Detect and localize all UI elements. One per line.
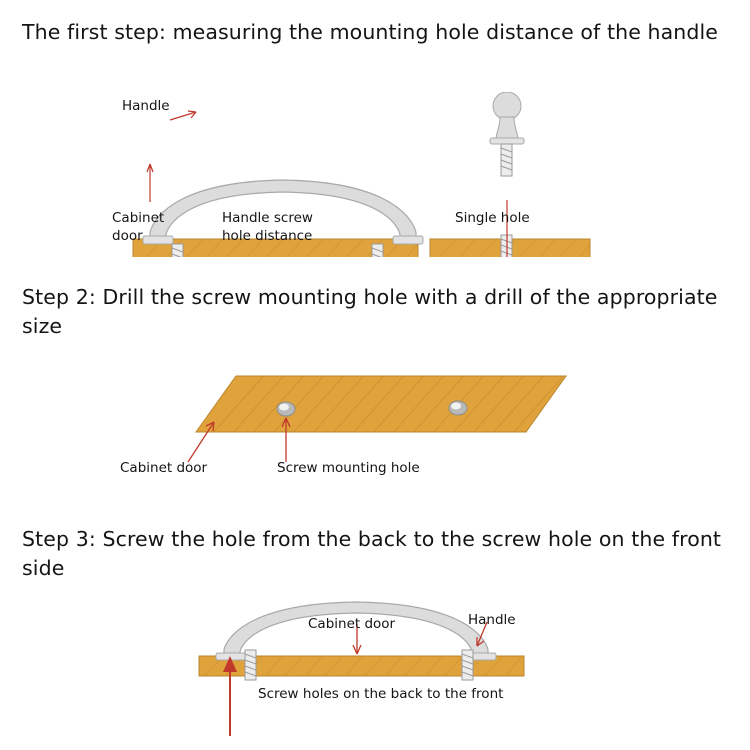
cabinet-door-leader-line xyxy=(147,164,153,202)
screw-mounting-hole-2 xyxy=(449,401,467,415)
handle-leader-line xyxy=(170,111,196,120)
step-1-figure xyxy=(0,92,750,257)
step-3-figure xyxy=(0,598,750,738)
step-1-heading: The first step: measuring the mounting hole distance of the handle xyxy=(22,20,719,44)
step-3-heading: Step 3: Screw the hole from the back to the screw hole on the front side xyxy=(22,527,722,580)
label-cabinet-door-step3: Cabinet door xyxy=(308,616,396,632)
step-2-figure xyxy=(0,360,750,490)
label-cabinet-door-step2: Cabinet door xyxy=(120,460,208,476)
handle-foot-left xyxy=(143,236,173,244)
label-screw-holes-back-to-front: Screw holes on the back to the front xyxy=(258,686,504,702)
screw-hole-leader-step2 xyxy=(282,418,290,462)
screw-right xyxy=(372,244,383,257)
label-hole-distance-line1: Handle screw xyxy=(222,210,313,226)
insert-direction-arrow xyxy=(223,656,237,736)
label-cabinet-door-step1-line2: door xyxy=(112,228,143,244)
screw-mounting-hole-1 xyxy=(277,402,295,416)
label-handle-step1: Handle xyxy=(122,98,170,114)
handle-foot-right xyxy=(393,236,423,244)
label-single-hole: Single hole xyxy=(455,210,530,226)
label-handle-step3: Handle xyxy=(468,612,516,628)
screw-left xyxy=(172,244,183,257)
label-cabinet-door-step1-line1: Cabinet xyxy=(112,210,165,226)
screw-right-step3 xyxy=(462,650,473,680)
knob-handle xyxy=(490,92,524,144)
screw-left-step3 xyxy=(245,650,256,680)
knob-screw xyxy=(501,144,512,176)
label-hole-distance-line2: hole distance xyxy=(222,228,313,244)
label-screw-mounting-hole: Screw mounting hole xyxy=(277,460,420,476)
step-2-heading: Step 2: Drill the screw mounting hole with a drill of the appropriate size xyxy=(22,285,718,338)
